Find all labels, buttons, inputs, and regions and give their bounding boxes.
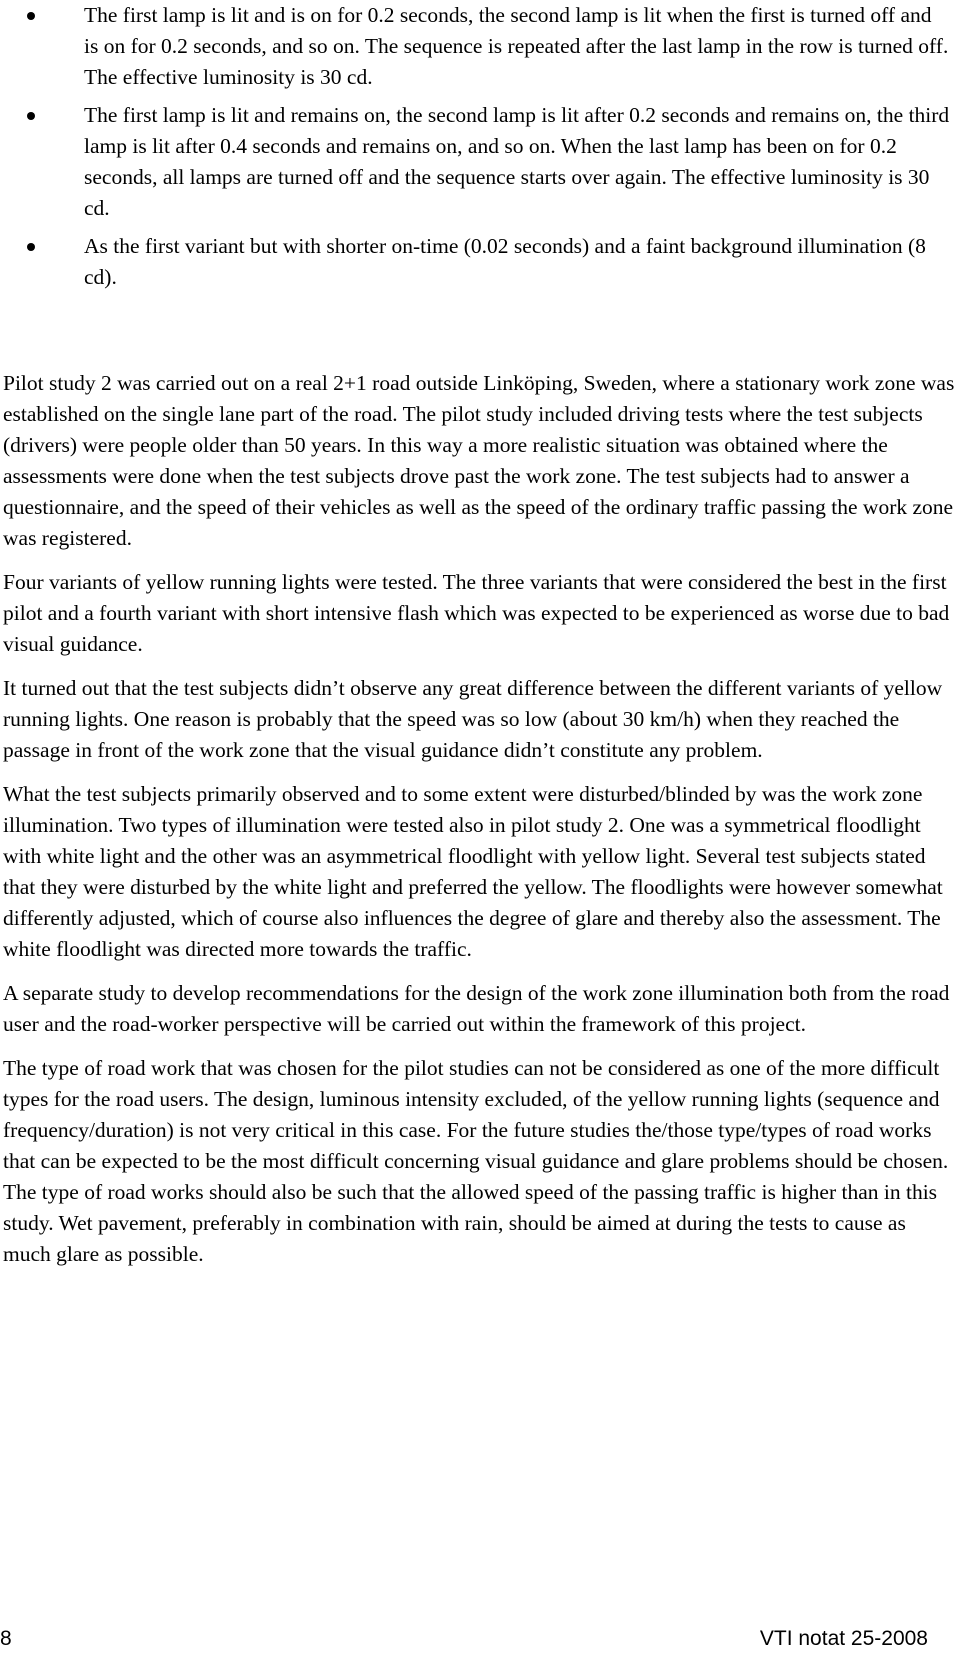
bullet-item xyxy=(0,231,960,293)
bullet-text: The first lamp is lit and is on for 0.2 seconds, the second lamp is lit when the first is turned off and is on for 0.2 seconds, and so on. The sequence is repeated after the last lamp in the row is turned off. The effective luminosity is 30 cd. xyxy=(84,3,949,89)
bullet-dot-icon xyxy=(27,243,35,251)
paragraph: What the test subjects primarily observed and to some extent were disturbed/blinded by was the work zone illumination. Two types of illumination were tested also in pilot study 2. One was a symmetrical floodlight with white light and the other was an asymmetrical floodlight with yellow light. Several test subjects stated that they were disturbed by the white light and preferred the yellow. The floodlights were however somewhat differently adjusted, which of course also influences the degree of glare and thereby also the assessment. The white floodlight was directed more towards the traffic. xyxy=(3,782,943,961)
page-number: 8 xyxy=(0,1627,12,1650)
bullet-text: The first lamp is lit and remains on, the second lamp is lit after 0.2 seconds and remains on, the third lamp is lit after 0.4 seconds and remains on, and so on. When the last lamp has been on for 0.2 seconds, all lamps are turned off and the sequence starts over again. The effective luminosity is 30 cd. xyxy=(84,103,950,220)
bullet-dot-icon xyxy=(27,12,35,20)
bullet-dot-icon xyxy=(27,112,35,120)
paragraph: Four variants of yellow running lights were tested. The three variants that were considered the best in the first pilot and a fourth variant with short intensive flash which was expected to be experienced as worse due to bad visual guidance. xyxy=(3,570,950,656)
bullet-list xyxy=(0,0,960,300)
bullet-item xyxy=(0,100,960,224)
body-text xyxy=(3,368,958,1283)
paragraph: It turned out that the test subjects didn’t observe any great difference between the different variants of yellow running lights. One reason is probably that the speed was so low (about 30 km/h) when they reached the passage in front of the work zone that the visual guidance didn’t constitute any problem. xyxy=(3,676,943,762)
bullet-item xyxy=(0,0,960,93)
paragraph: Pilot study 2 was carried out on a real 2+1 road outside Linköping, Sweden, where a stationary work zone was established on the single lane part of the road. The pilot study included driving tests where the test subjects (drivers) were people older than 50 years. In this way a more realistic situation was obtained where the assessments were done when the test subjects drove past the work zone. The test subjects had to answer a questionnaire, and the speed of their vehicles as well as the speed of the ordinary traffic passing the work zone was registered. xyxy=(3,371,955,550)
paragraph: The type of road work that was chosen for the pilot studies can not be considered as one of the more difficult types for the road users. The design, luminous intensity excluded, of the yellow running lights (sequence and frequency/duration) is not very critical in this case. For the future studies the/those type/types of road works that can be expected to be the most difficult concerning visual guidance and glare problems should be chosen. The type of road works should also be such that the allowed speed of the passing traffic is higher than in this study. Wet pavement, preferably in combination with rain, should be aimed at during the tests to cause as much glare as possible. xyxy=(3,1056,949,1266)
bullet-text: As the first variant but with shorter on-time (0.02 seconds) and a faint background illumination (8 cd). xyxy=(84,234,926,289)
footer-series: VTI notat 25-2008 xyxy=(759,1627,928,1650)
paragraph: A separate study to develop recommendations for the design of the work zone illumination both from the road user and the road-worker perspective will be carried out within the framework of this project. xyxy=(3,981,950,1036)
